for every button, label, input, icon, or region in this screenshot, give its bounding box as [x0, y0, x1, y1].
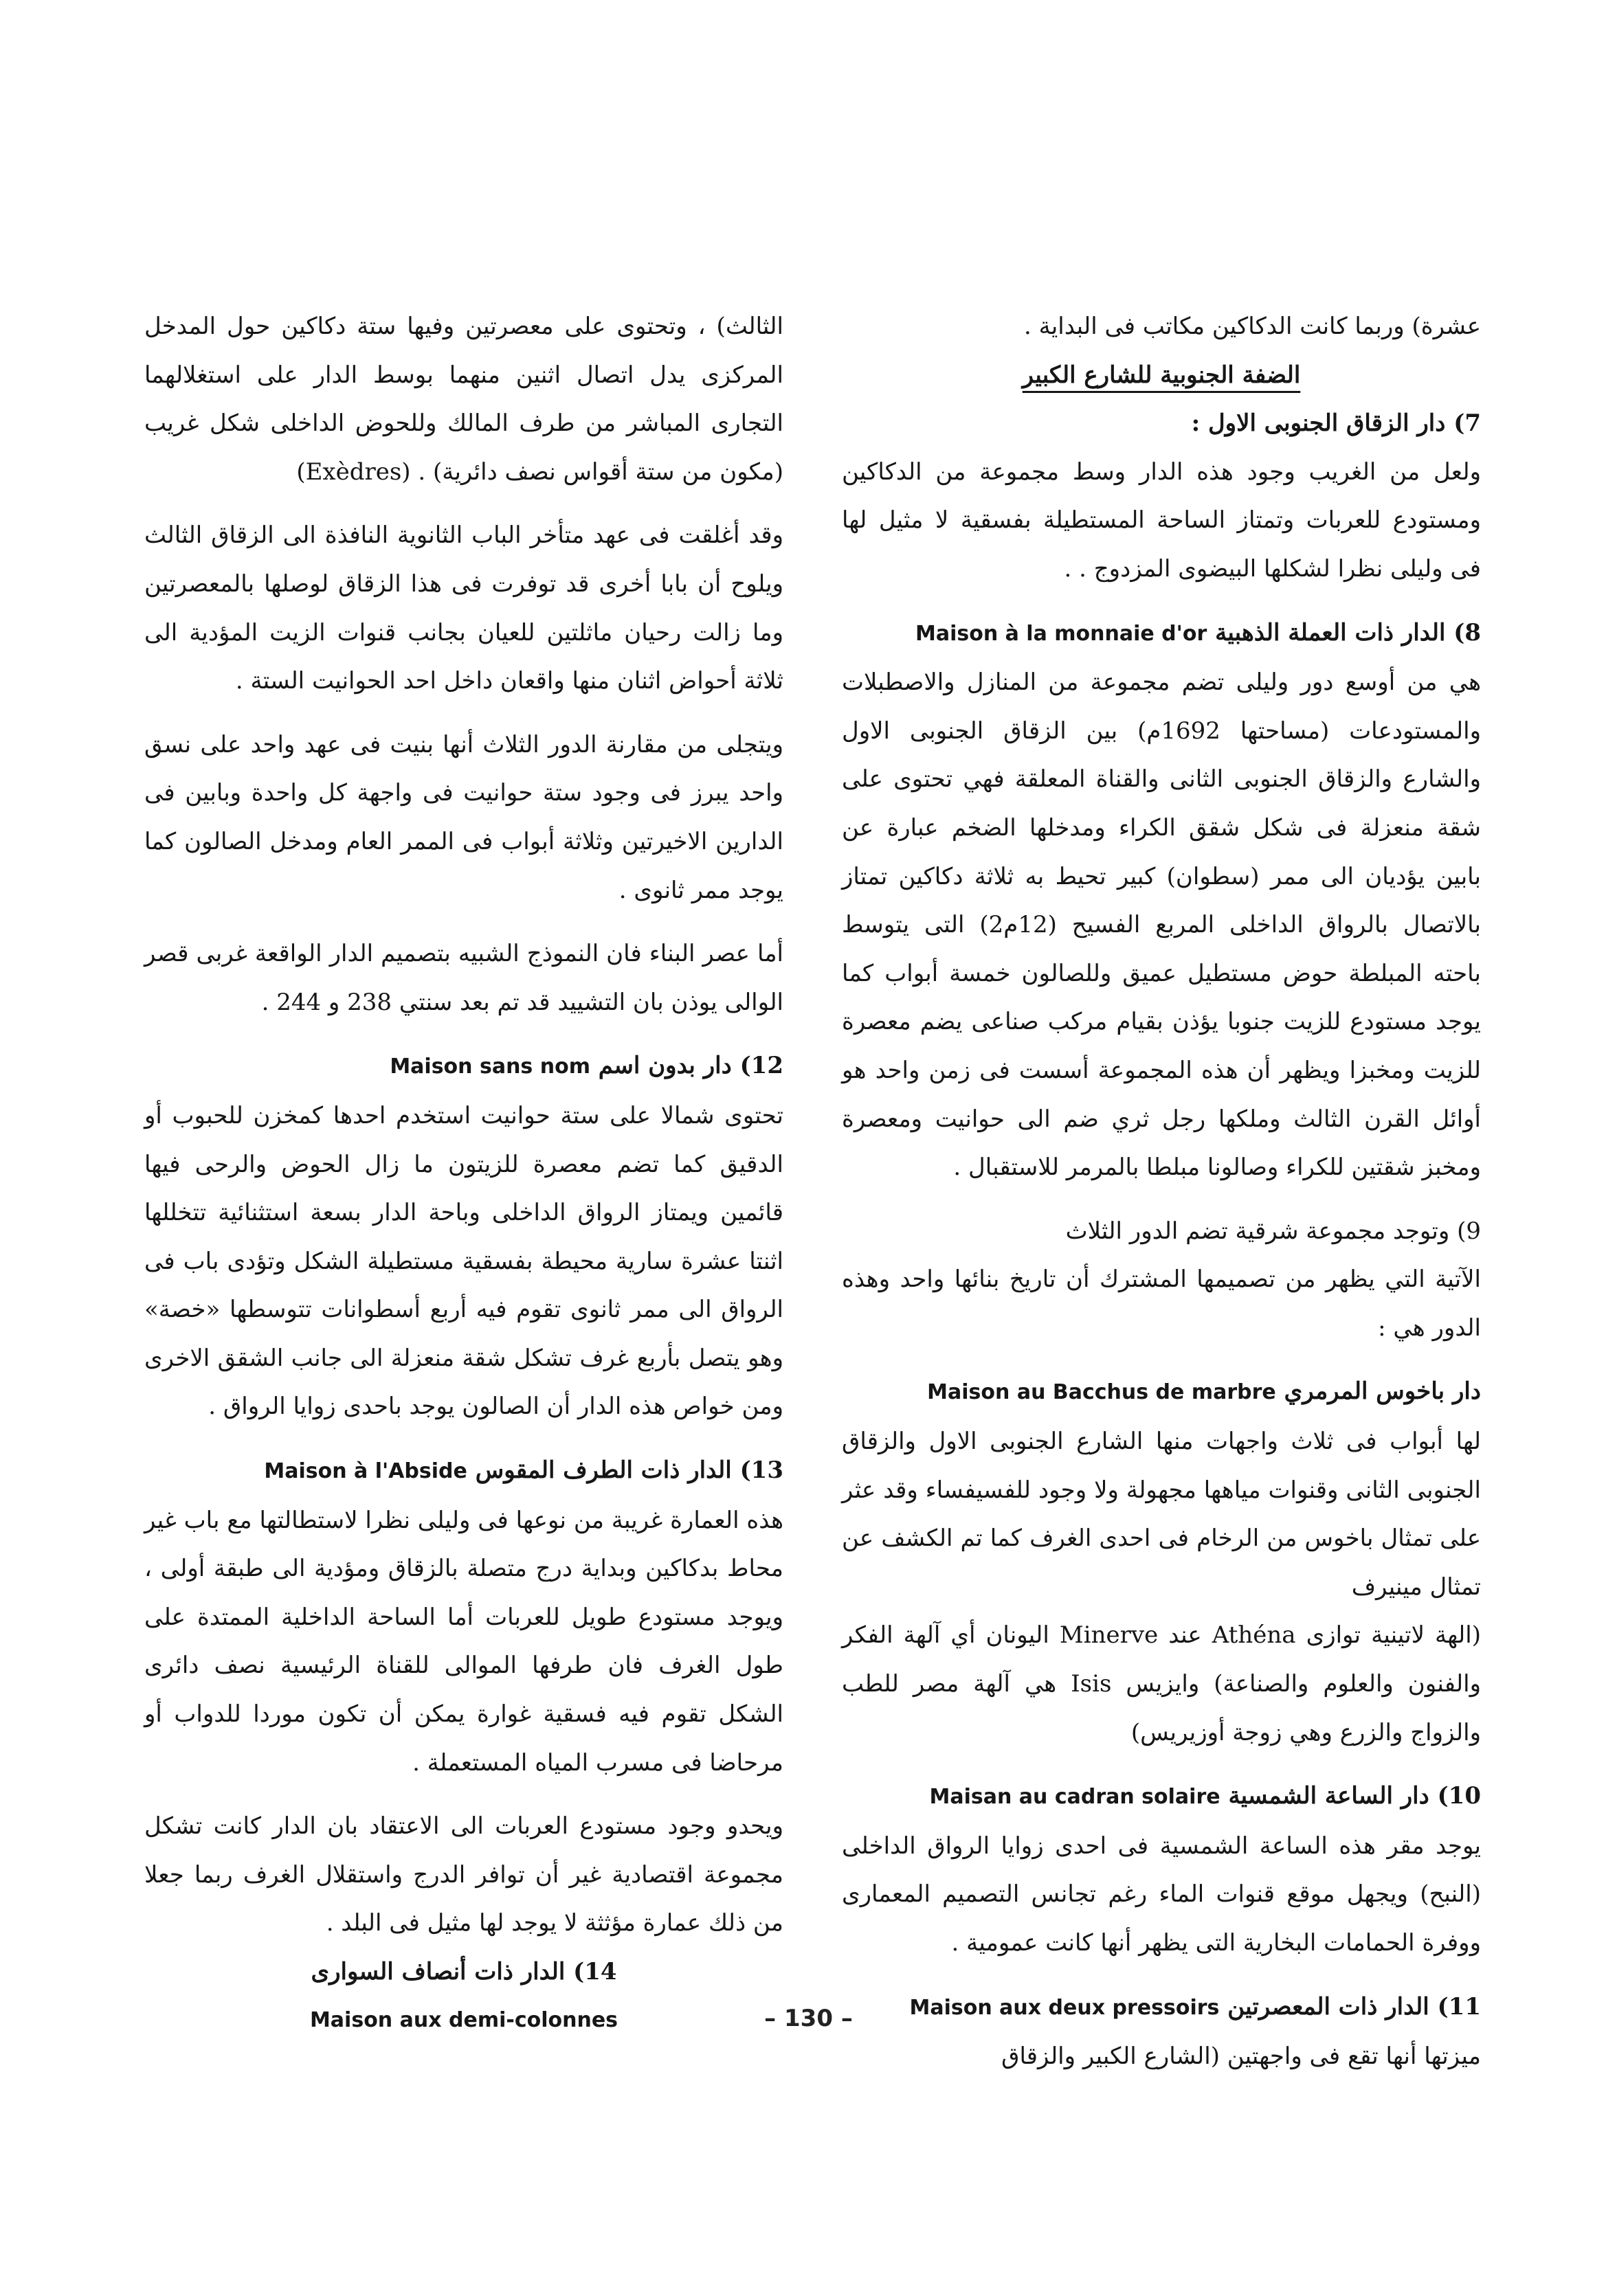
entry-10: [842, 1772, 1481, 1967]
entry-12: [144, 1042, 783, 1431]
entry-heading: [144, 1446, 783, 1496]
entry-body: وقد أغلقت فى عهد متأخر الباب الثانوية النافذة الى الزقاق الثالث ويلوح أن بابا أخرى قد توفرت فى هذا الزقاق لوصلها بالمعصرتين وما زالت رحيان ماثلتين للعيان بجانب قنوات الزيت المؤدية الى ثلاثة أحواض اثنان منها واقعان داخل احد الحوانيت الستة .: [144, 521, 783, 695]
entry-heading: 9) وتوجد مجموعة شرقية تضم الدور الثلاث: [1065, 1217, 1481, 1245]
entry-body: تحتوى شمالا على ستة حوانيت استخدم احدها كمخزن للحبوب أو الدقيق كما تضم معصرة للزيتون ما زال الحوض والرحى فيها قائمين ويمتاز الرواق الداخلى وباحة الدار بسعة استثنائية تتخللها اثنتا عشرة سارية محيطة بفسقية مستطيلة الشكل وتؤدى باب فى الرواق الى ممر ثانوى تقوم فيه أربع أسطوانات تتوسطها «خصة» وهو يتصل بأربع غرف تشكل شقة منعزلة الى جانب الشقق الاخرى ومن خواص هذه الدار أن الصالون يوجد باحدى زوايا الرواق .: [144, 1101, 784, 1421]
entry-heading-french: Maison à l'Abside: [264, 1459, 467, 1484]
entry-body: هي من أوسع دور وليلى تضم مجموعة من المنازل والاصطبلات والمستودعات (مساحتها 1692م) بين الزقاق الجنوبى الاول والشارع والزقاق الجنوبى الثانى والقناة المعلقة فهي تحتوى على شقة منعزلة فى شكل شقق الكراء ومدخلها الضخم عبارة عن بابين يؤديان الى ممر (سطوان) كبير تحيط به ثلاثة دكاكين تمتاز بالاتصال بالرواق الداخلى المربع الفسيح (12م2) التى يتوسط باحته المبلطة حوض مستطيل عميق وللصالون خمسة أبواب كما يوجد مستودع للزيت جنوبا يؤذن بقيام مركب صناعى يضم معصرة للزيت ومخبزا ويظهر أن هذه المجموعة أسست فى زمن واحد هو أوائل القرن الثالث وملكها رجل ثري ضم الى حوانيت ومعصرة ومخبز شقتين للكراء وصالونا مبلطا بالمرمر للاستقبال .: [842, 668, 1482, 1182]
section-title: الضفة الجنوبية للشارع الكبير: [1022, 361, 1301, 389]
entry-11-continued: [144, 302, 783, 496]
entry-body: هذه العمارة غريبة من نوعها فى وليلى نظرا لاستطالتها مع باب غير محاط بدكاكين وبداية درج متصلة بالزقاق ومؤدية الى طبقة أولى ، ويوجد مستودع طويل للعربات أما الساحة الداخلية الممتدة على طول الغرف فان طرفها الموالى للقناة الرئيسية نصف دائرى الشكل تقوم فيه فسقية غوارة يمكن أن تكون موردا للدواب أو مرحاضا فى مسرب المياه المستعملة .: [144, 1506, 783, 1777]
right-column: [842, 302, 1481, 2081]
entry-bacchus: [842, 1367, 1481, 1611]
entry-body: (الهة لاتينية توازى Athéna عند Minerve اليونان أي آلهة الفكر والفنون والعلوم والصناعة) وايزيس Isis هي آلهة مصر للطب والزواج والزرع وهي زوجة أوزيريس): [842, 1621, 1482, 1746]
entry-body: الآتية التي يظهر من تصميمها المشترك أن تاريخ بنائها واحد وهذه الدور هي :: [842, 1265, 1481, 1342]
entry-body: ويتجلى من مقارنة الدور الثلاث أنها بنيت فى عهد واحد على نسق واحد يبرز فى وجود ستة حوانيت فى واجهة كل واحدة وبابين فى الدارين الاخيرتين وثلاثة أبواب فى الممر العام ومدخل الصالون كما يوجد ممر ثانوى .: [144, 730, 783, 904]
entry-body: ميزتها أنها تقع فى واجهتين (الشارع الكبير والزقاق: [1001, 2042, 1481, 2071]
entry-heading-arabic: 8) الدار ذات العملة الذهبية: [1215, 618, 1481, 646]
entry-13: [144, 1446, 783, 1787]
left-column: [144, 302, 783, 2045]
entry-heading: [842, 1772, 1481, 1822]
entry-heading-french: Maison sans nom: [390, 1055, 590, 1079]
entry-minerve-note: [842, 1611, 1481, 1757]
entry-9: [842, 1207, 1481, 1353]
entry-heading: [144, 1042, 783, 1092]
entry-heading-arabic: 12) دار بدون اسم: [598, 1052, 783, 1080]
entry-heading-french: Maisan au cadran solaire: [929, 1785, 1220, 1810]
page-number: – 130 –: [764, 2005, 853, 2032]
paragraph-comparison: [144, 721, 783, 914]
paragraph-closed-door: [144, 511, 783, 705]
entry-7: [842, 399, 1481, 593]
entry-body: أما عصر البناء فان النموذج الشبيه بتصميم الدار الواقعة غربى قصر الوالى يوذن بان التشييد قد تم بعد سنتي 238 و 244 .: [144, 940, 783, 1016]
entry-heading: 7) دار الزقاق الجنوبى الاول :: [1191, 409, 1481, 438]
entry-body: ولعل من الغريب وجود هذه الدار وسط مجموعة من الدكاكين ومستودع للعربات وتمتاز الساحة المستطيلة بفسقية لا مثيل لها فى وليلى نظرا لشكلها البيضوى المزدوج . .: [842, 458, 1481, 583]
right-intro: عشرة) وربما كانت الدكاكين مكاتب فى البداية .: [1024, 313, 1481, 340]
entry-body: يوجد مقر هذه الساعة الشمسية فى احدى زوايا الرواق الداخلى (النبح) ويجهل موقع قنوات الماء رغم تجانس التصميم المعمارى ووفرة الحمامات البخارية التى يظهر أنها كانت عمومية .: [842, 1832, 1482, 1957]
entry-heading-arabic: 13) الدار ذات الطرف المقوس: [475, 1456, 783, 1485]
entry-heading-french: Maison au Bacchus de marbre: [927, 1380, 1276, 1405]
entry-heading-arabic: دار باخوس المرمري: [1284, 1377, 1481, 1406]
entry-heading: 14) الدار ذات أنصاف السوارى: [311, 1958, 617, 1985]
entry-heading: [842, 1367, 1481, 1417]
entry-heading-arabic: 11) الدار ذات المعصرتين: [1227, 1992, 1481, 2021]
entry-heading-french: Maison à la monnaie d'or: [915, 621, 1207, 646]
entry-body: الثالث) ، وتحتوى على معصرتين وفيها ستة دكاكين حول المدخل المركزى يدل اتصال اثنين منهما بوسط الدار على استغلالهما التجارى المباشر من طرف المالك وللحوض الداخلى شكل غريب (مكون من ستة أقواس نصف دائرية) . (Exèdres): [144, 313, 783, 486]
entry-heading-arabic: 10) دار الساعة الشمسية: [1228, 1782, 1481, 1810]
entry-heading-french: Maison aux deux pressoirs: [909, 1995, 1220, 2020]
paragraph-carts: [144, 1802, 783, 1948]
entry-8: [842, 609, 1481, 1192]
entry-body: لها أبواب فى ثلاث واجهات منها الشارع الجنوبى الاول والزقاق الجنوبى الثانى وقنوات مياهها مجهولة ولا وجود للفسيفساء وقد عثر على تمثال باخوس من الرخام فى احدى الغرف كما تم الكشف عن تمثال مينيرف: [842, 1428, 1481, 1601]
entry-heading-french: Maison aux demi-colonnes: [309, 2007, 618, 2032]
paragraph-dating: [144, 930, 783, 1026]
entry-body: ويحدو وجود مستودع العربات الى الاعتقاد بان الدار كانت تشكل مجموعة اقتصادية غير أن توافر الدرج واستقلال الغرف ربما جعلا من ذلك عمارة مؤثثة لا يوجد لها مثيل فى البلد .: [144, 1812, 783, 1937]
entry-heading: [842, 609, 1481, 659]
